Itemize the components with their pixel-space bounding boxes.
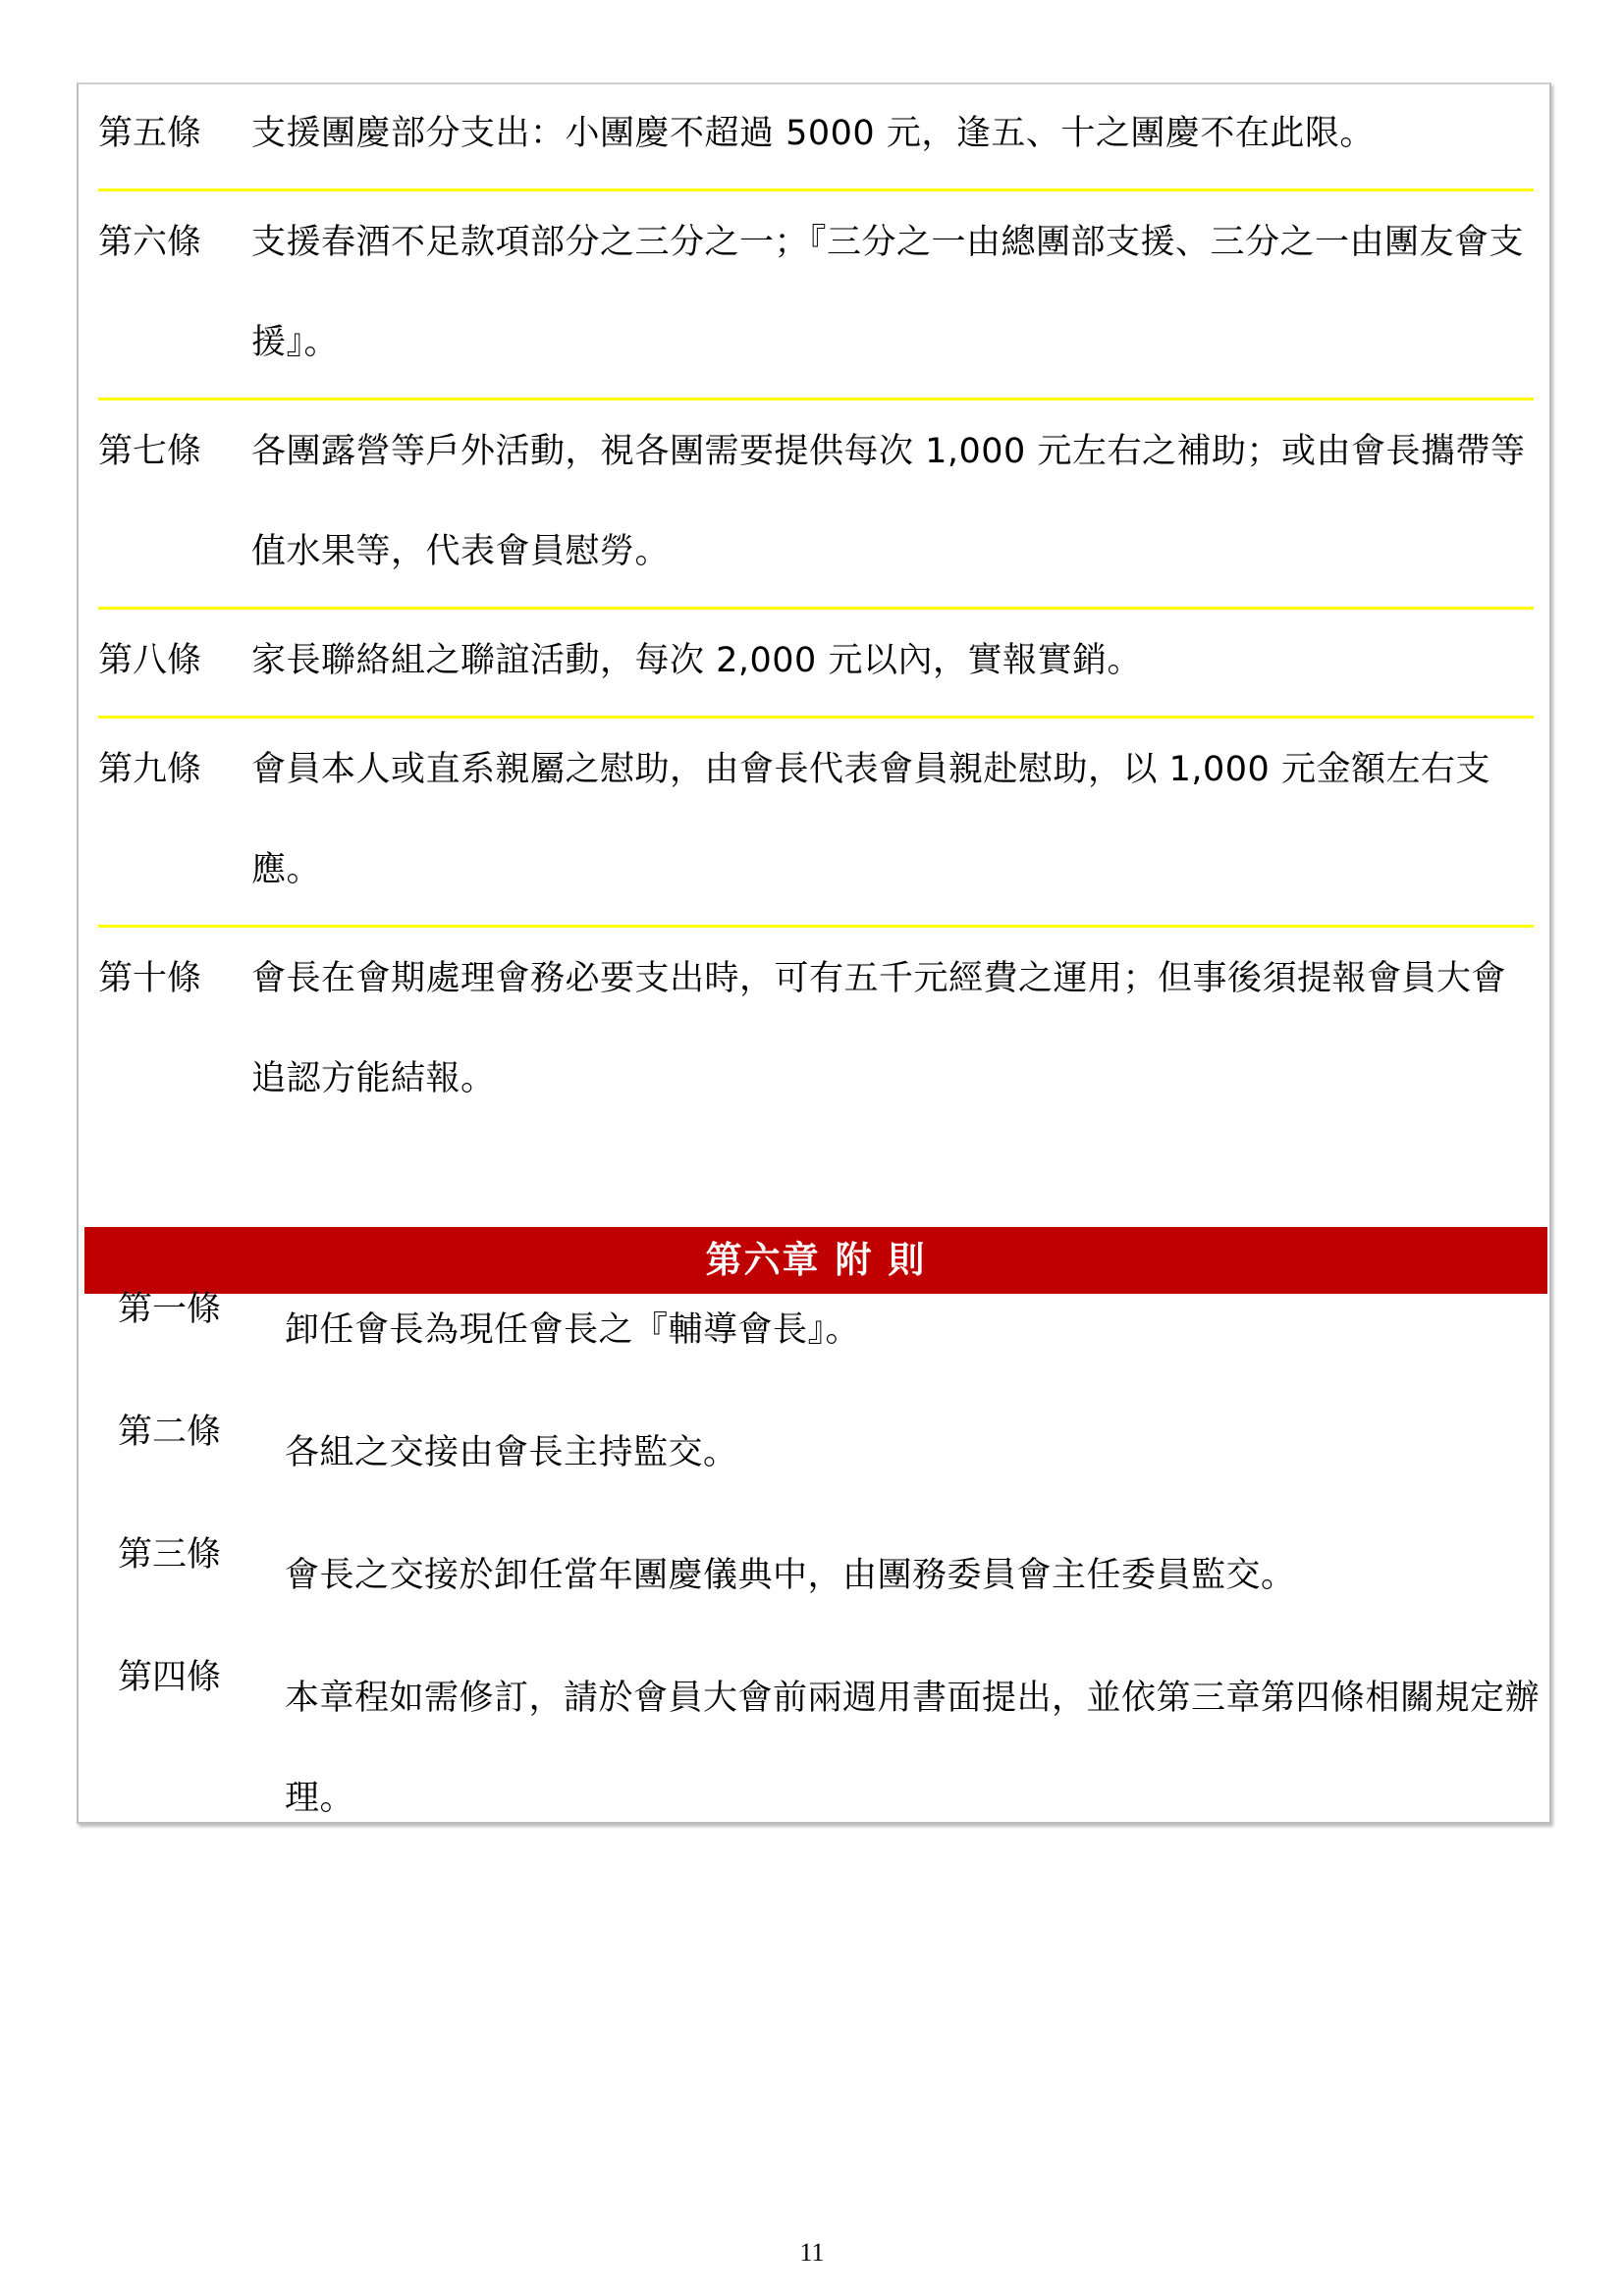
appendix-article-4 (118, 1648, 1542, 1848)
article-number: 第三條 (118, 1535, 222, 1575)
article-7 (98, 400, 1534, 610)
article-text: 支援春酒不足款項部分之三分之一；『三分之一由總團部支援、三分之一由團友會支援』。 (251, 223, 1525, 362)
article-text: 支援團慶部分支出：小團慶不超過 5000 元，逢五、十之團慶不在此限。 (251, 114, 1375, 153)
appendix-article-1 (118, 1280, 1542, 1380)
article-text: 家長聯絡組之聯誼活動，每次 2,000 元以內，實報實銷。 (251, 641, 1142, 680)
article-number: 第九條 (98, 750, 202, 789)
article-6 (98, 191, 1534, 400)
appendix-article-2 (118, 1403, 1542, 1503)
article-number: 第一條 (118, 1290, 222, 1329)
page-number: 11 (799, 2238, 825, 2267)
article-text: 本章程如需修訂，請於會員大會前兩週用書面提出，並依第三章第四條相關規定辦理。 (285, 1679, 1541, 1818)
article-5 (98, 82, 1534, 191)
article-number: 第二條 (118, 1413, 222, 1452)
article-number: 第六條 (98, 223, 202, 262)
appendix-article-3 (118, 1525, 1542, 1626)
article-text: 各團露營等戶外活動，視各團需要提供每次 1,000 元左右之補助；或由會長攜帶等值水果等，代表會員慰勞。 (251, 432, 1526, 571)
article-number: 第四條 (118, 1658, 222, 1697)
article-number: 第七條 (98, 432, 202, 471)
article-text: 會員本人或直系親屬之慰助，由會長代表會員親赴慰助，以 1,000 元金額左右支應。 (251, 750, 1490, 889)
article-text: 會長在會期處理會務必要支出時，可有五千元經費之運用；但事後須提報會員大會追認方能結報。 (251, 959, 1507, 1098)
article-number: 第八條 (98, 641, 202, 680)
article-text: 卸任會長為現任會長之『輔導會長』。 (285, 1310, 861, 1350)
article-text: 各組之交接由會長主持監交。 (285, 1433, 738, 1472)
article-text: 會長之交接於卸任當年團慶儀典中，由團務委員會主任委員監交。 (285, 1556, 1296, 1595)
appendix-list (118, 1290, 1542, 1892)
article-8 (98, 610, 1534, 719)
chapter-heading: 第六章 附 則 (84, 1227, 1547, 1294)
article-10 (98, 928, 1534, 1134)
article-number: 第五條 (98, 114, 202, 153)
article-9 (98, 719, 1534, 928)
articles-list (98, 82, 1534, 1134)
article-number: 第十條 (98, 959, 202, 998)
